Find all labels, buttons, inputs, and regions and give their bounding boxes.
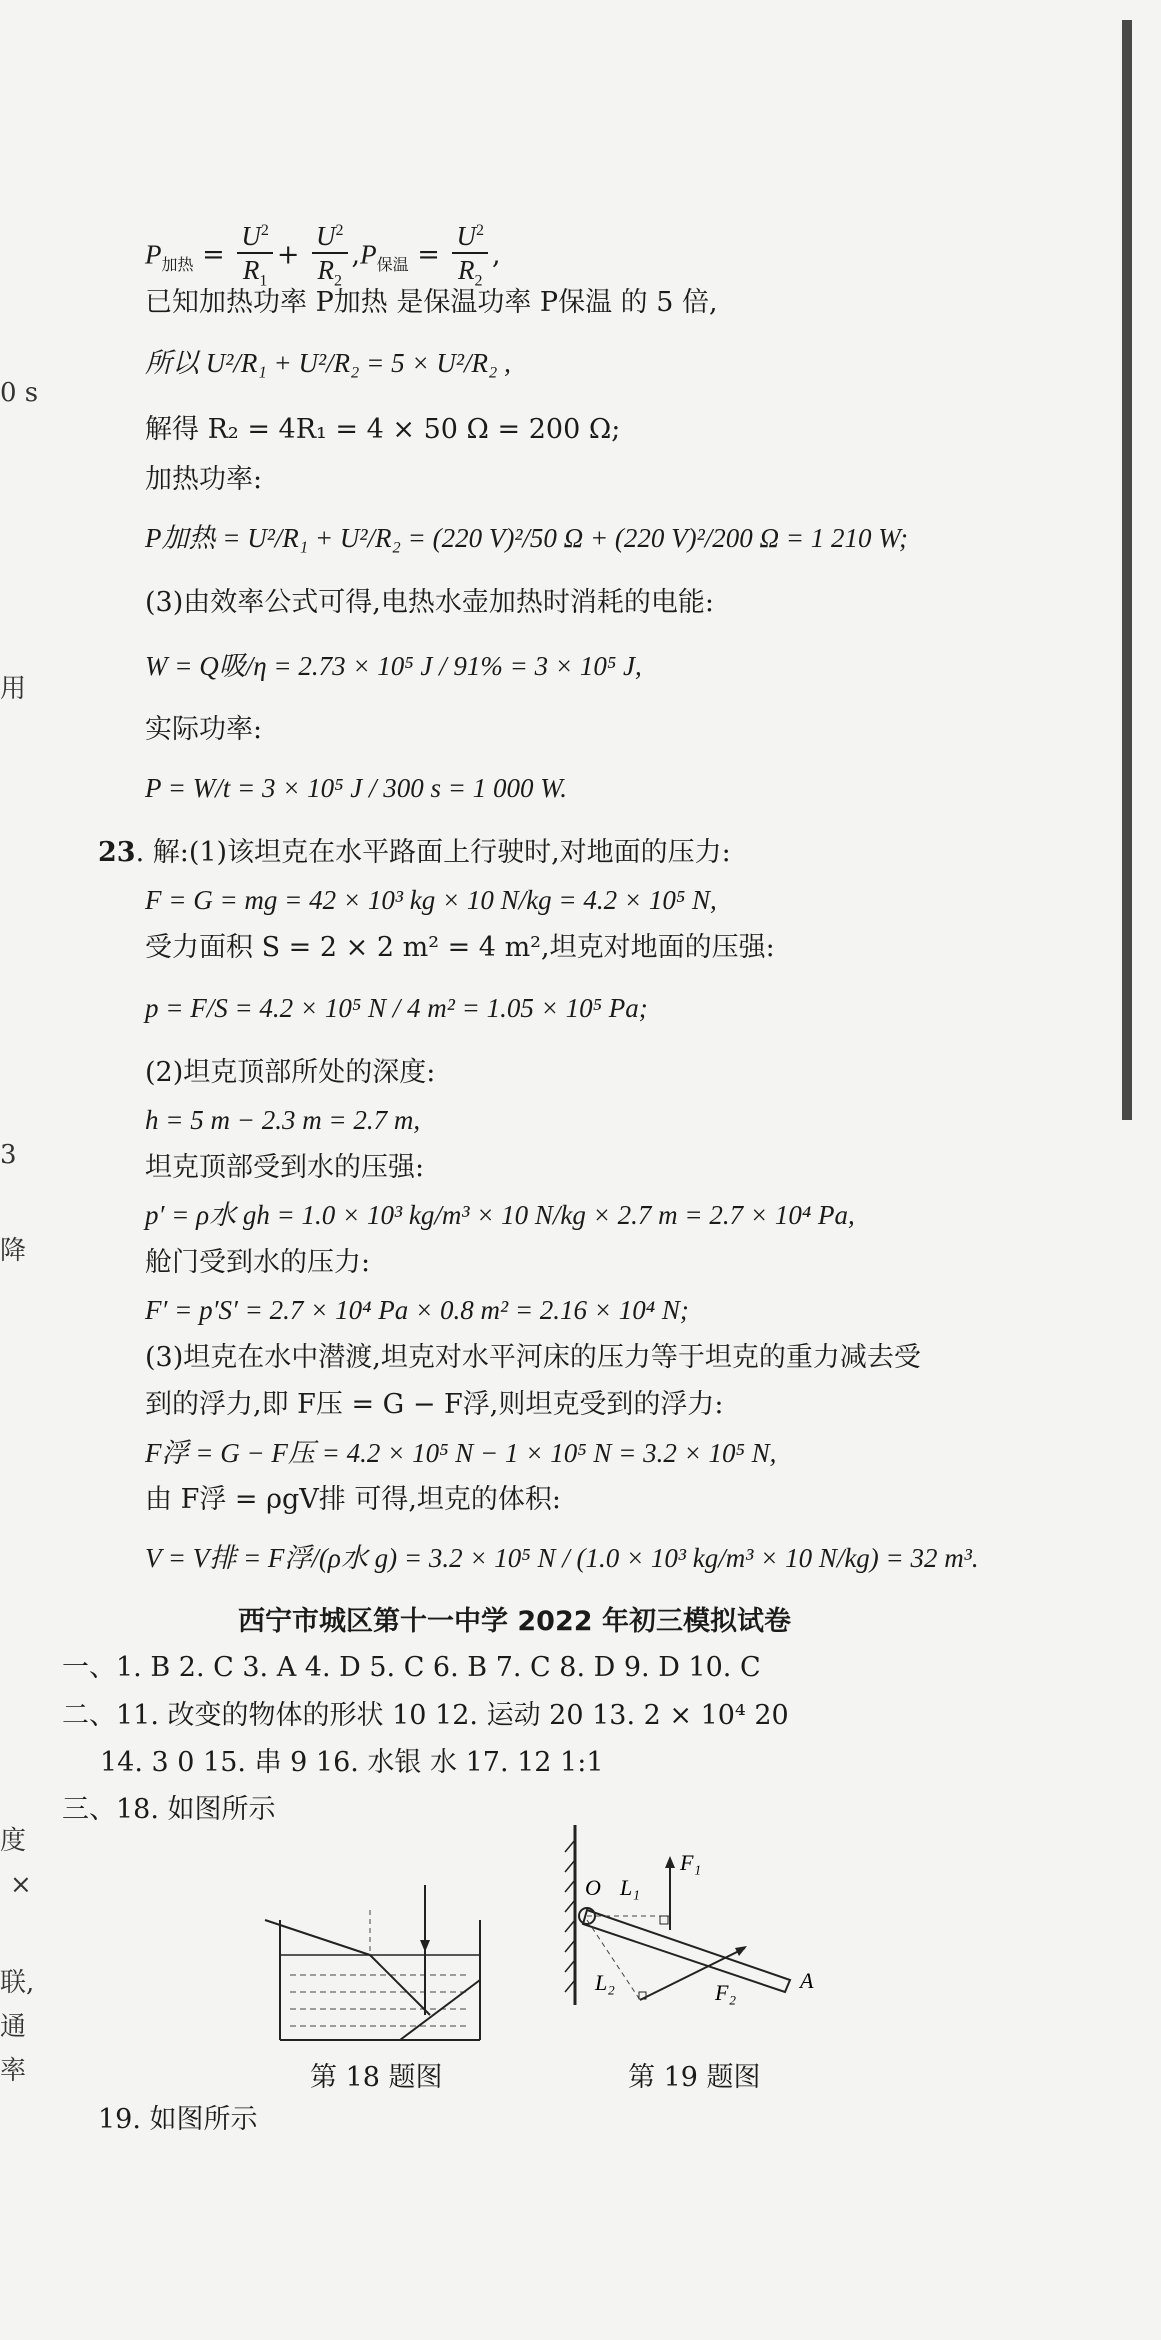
q23-line-11: (3)坦克在水中潜渡,坦克对水平河床的压力等于坦克的重力减去受 [145,1342,921,1373]
edge-fragment: 0 s [0,378,39,408]
edge-fragment: 通 [0,2012,27,2042]
label-O: O [585,1875,601,1900]
label-L2: L₂ [595,1970,615,1995]
edge-fragment: 降 [0,1236,27,1266]
q23-line-2: F = G = mg = 42 × 10³ kg × 10 N/kg = 4.2 × 10⁵ N, [145,885,717,915]
answers-section-1: 一、1. B 2. C 3. A 4. D 5. C 6. B 7. C 8. D 9. D 10. C [62,1652,761,1683]
q23-line-12: 到的浮力,即 F压 = G − F浮,则坦克受到的浮力: [145,1389,724,1420]
answers-section-2b: 14. 3 0 15. 串 9 16. 水银 水 17. 12 1:1 [100,1747,604,1778]
label-A: A [800,1968,814,1993]
q22-line-5: 加热功率: [145,464,263,495]
page-edge-shadow [1122,20,1132,1120]
label-F1: F₁ [680,1850,702,1875]
q23-line-7: 坦克顶部受到水的压强: [145,1152,425,1183]
answers-section-3: 三、18. 如图所示 [62,1794,276,1825]
label-F2: F₂ [715,1980,737,2005]
q23-line-4: p = F/S = 4.2 × 10⁵ N / 4 m² = 1.05 × 10⁵ Pa; [145,993,648,1023]
figure-19-caption: 第 19 题图 [628,2062,761,2093]
edge-fragment: 用 [0,674,27,704]
q22-line-7: (3)由效率公式可得,电热水壶加热时消耗的电能: [145,587,714,618]
q22-line-2: 已知加热功率 P加热 是保温功率 P保温 的 5 倍, [145,287,718,318]
exam-title: 西宁市城区第十一中学 2022 年初三模拟试卷 [238,1606,791,1637]
label-L1: L₁ [620,1875,640,1900]
q23-line-13: F浮 = G − F压 = 4.2 × 10⁵ N − 1 × 10⁵ N = 3.2 × 10⁵ N, [145,1438,777,1468]
edge-fragment: 联, [0,1968,35,1998]
q22-line-4: 解得 R₂ = 4R₁ = 4 × 50 Ω = 200 Ω; [145,414,621,445]
figure-19 [565,1820,825,2050]
q22-line-9: 实际功率: [145,714,263,745]
q23-line-5: (2)坦克顶部所处的深度: [145,1057,436,1088]
figure-18-caption: 第 18 题图 [310,2062,443,2093]
q23-line-6: h = 5 m − 2.3 m = 2.7 m, [145,1105,421,1135]
edge-fragment: × [10,1870,32,1900]
q23-line-8: p′ = ρ水 gh = 1.0 × 10³ kg/m³ × 10 N/kg × 2.7 m = 2.7 × 10⁴ Pa, [145,1200,855,1230]
q23-line-15: V = V排 = F浮/(ρ水 g) = 3.2 × 10⁵ N / (1.0 × 10³ kg/m³ × 10 N/kg) = 32 m³. [145,1543,979,1573]
answers-section-2: 二、11. 改变的物体的形状 10 12. 运动 20 13. 2 × 10⁴ 20 [62,1700,789,1731]
q22-line-3: 所以 U²/R₁ + U²/R₂ = 5 × U²/R₂ , [145,348,511,378]
q23-line-9: 舱门受到水的压力: [145,1247,371,1278]
q22-line-10: P = W/t = 3 × 10⁵ J / 300 s = 1 000 W. [145,773,568,803]
edge-fragment: 度 [0,1826,27,1856]
q23-line-1: 23. 解:(1)该坦克在水平路面上行驶时,对地面的压力: [98,837,731,868]
q22-line-1: $P_{加热}$ = $\frac{U^2}{R_1}$ + $\frac{U^2}{R_2}$ $,P_{保温}$ = $\frac{U^2}{R_2}$ , [145,215,501,297]
q23-line-14: 由 F浮 = ρgV排 可得,坦克的体积: [145,1484,562,1515]
answers-q19: 19. 如图所示 [98,2104,258,2135]
q22-line-8: W = Q吸/η = 2.73 × 10⁵ J / 91% = 3 × 10⁵ J, [145,651,642,681]
q22-line-6: P加热 = U²/R₁ + U²/R₂ = (220 V)²/50 Ω + (220 V)²/200 Ω = 1 210 W; [145,523,908,553]
q23-line-3: 受力面积 S = 2 × 2 m² = 4 m²,坦克对地面的压强: [145,932,775,963]
q23-line-10: F′ = p′S′ = 2.7 × 10⁴ Pa × 0.8 m² = 2.16 × 10⁴ N; [145,1295,689,1325]
edge-fragment: 率 [0,2056,27,2086]
figure-18 [260,1880,500,2050]
edge-fragment: 3 [0,1140,17,1170]
